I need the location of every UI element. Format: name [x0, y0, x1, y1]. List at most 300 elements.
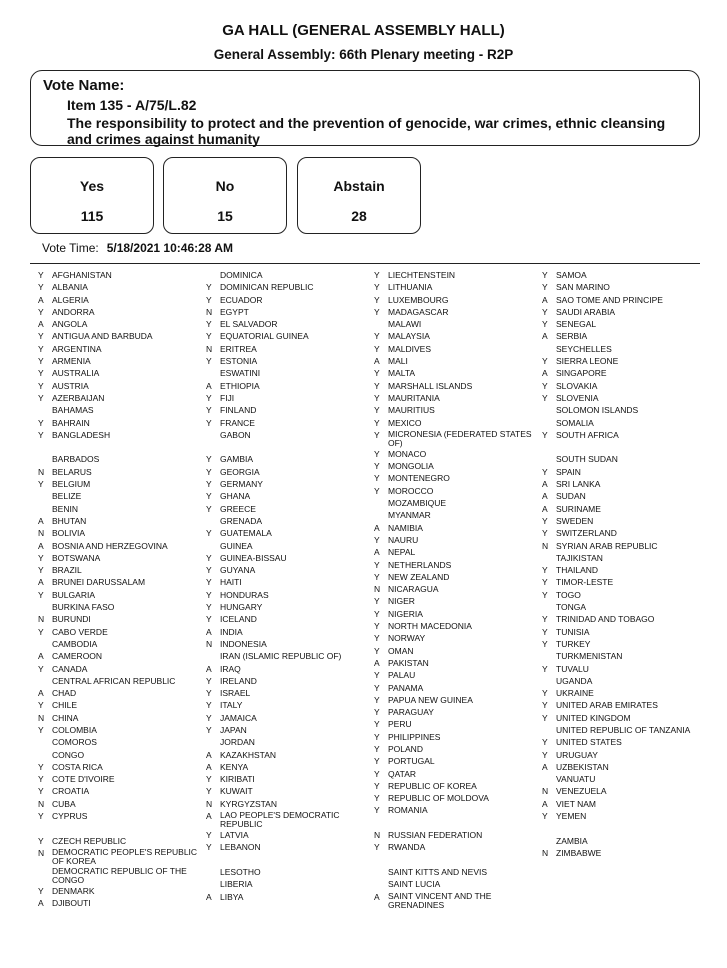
country-name: CUBA: [52, 798, 76, 809]
country-row: [374, 448, 544, 460]
country-name: AUSTRALIA: [52, 368, 100, 379]
country-row: [542, 466, 712, 478]
country-row: [38, 613, 208, 625]
country-row: [542, 355, 712, 367]
country-row: [206, 650, 376, 662]
country-row: [206, 429, 376, 441]
country-row: [206, 810, 376, 829]
country-name: CHILE: [52, 700, 78, 711]
country-row: [374, 306, 544, 318]
vote-code: Y: [38, 270, 44, 280]
country-row: [38, 785, 208, 797]
country-name: FRANCE: [220, 417, 255, 428]
vote-name-box: [30, 70, 700, 146]
country-row: [38, 552, 208, 564]
blank-row: [374, 854, 544, 866]
vote-item-number: Item 135 - A/75/L.82: [67, 97, 197, 113]
country-row: [206, 417, 376, 429]
country-row: [38, 885, 208, 897]
country-name: ECUADOR: [220, 294, 263, 305]
vote-code: Y: [206, 528, 212, 539]
country-row: [206, 749, 376, 761]
vote-code: Y: [206, 565, 212, 576]
country-name: TURKEY: [556, 638, 591, 649]
country-name: NEW ZEALAND: [388, 571, 450, 582]
country-name: SOUTH SUDAN: [556, 454, 618, 465]
country-row: [374, 878, 544, 890]
country-row: [374, 866, 544, 878]
country-row: [38, 675, 208, 687]
vote-code: Y: [206, 786, 212, 797]
country-row: [38, 294, 208, 306]
no-count: 15: [217, 208, 233, 224]
country-row: [38, 306, 208, 318]
country-name: SURINAME: [556, 503, 601, 514]
country-name: GEORGIA: [220, 466, 260, 477]
country-name: ESWATINI: [220, 368, 261, 379]
vote-code: Y: [374, 780, 380, 791]
country-name: KYRGYZSTAN: [220, 798, 277, 809]
vote-code: Y: [374, 331, 380, 342]
blank-row: [374, 817, 544, 829]
country-name: [52, 441, 208, 453]
country-row: [38, 626, 208, 638]
country-row: [206, 638, 376, 650]
country-row: [206, 281, 376, 293]
country-name: UNITED STATES: [556, 737, 622, 748]
country-row: [374, 718, 544, 730]
country-row: [374, 891, 544, 910]
country-name: CYPRUS: [52, 811, 88, 822]
country-name: UKRAINE: [556, 688, 594, 699]
country-row: [206, 675, 376, 687]
country-name: TOGO: [556, 589, 581, 600]
vote-code: Y: [374, 294, 380, 305]
country-name: EQUATORIAL GUINEA: [220, 331, 309, 342]
vote-code: Y: [206, 589, 212, 600]
country-row: [206, 392, 376, 404]
vote-code: N: [374, 584, 381, 595]
vote-code: A: [206, 749, 212, 760]
country-row: [542, 847, 712, 859]
country-name: DEMOCRATIC PEOPLE'S REPUBLIC OF KOREA: [52, 846, 198, 866]
country-name: ALGERIA: [52, 294, 89, 305]
vote-code: Y: [374, 645, 380, 656]
country-name: MYANMAR: [388, 510, 431, 521]
country-row: [542, 699, 712, 711]
country-row: [206, 564, 376, 576]
country-row: [206, 829, 376, 841]
country-name: PHILIPPINES: [388, 731, 441, 742]
country-name: MICRONESIA (FEDERATED STATES OF): [388, 428, 532, 448]
country-row: [38, 650, 208, 662]
country-row: [374, 632, 544, 644]
vote-code: Y: [542, 712, 548, 723]
vote-code: Y: [374, 793, 380, 804]
vote-code: Y: [542, 626, 548, 637]
country-name: MOROCCO: [388, 485, 434, 496]
country-name: PAKISTAN: [388, 657, 429, 668]
country-row: [206, 343, 376, 355]
country-name: BRUNEI DARUSSALAM: [52, 577, 146, 588]
country-row: [542, 306, 712, 318]
country-row: [206, 841, 376, 853]
country-row: [542, 281, 712, 293]
vote-time: [42, 241, 233, 255]
country-row: [542, 269, 712, 281]
country-name: BOSNIA AND HERZEGOVINA: [52, 540, 168, 551]
vote-code: Y: [374, 417, 380, 428]
country-row: [38, 380, 208, 392]
country-row: [38, 269, 208, 281]
country-row: [38, 847, 208, 866]
country-name: AFGHANISTAN: [52, 270, 112, 280]
country-row: [374, 583, 544, 595]
country-name: BELARUS: [52, 466, 92, 477]
country-name: QATAR: [388, 768, 417, 779]
country-row: [374, 743, 544, 755]
vote-code: Y: [38, 700, 44, 711]
country-row: [206, 330, 376, 342]
vote-code: Y: [374, 405, 380, 416]
country-row: [374, 330, 544, 342]
vote-code: Y: [206, 491, 212, 502]
country-row: [374, 343, 544, 355]
vote-code: A: [38, 651, 44, 662]
country-row: [542, 404, 712, 416]
country-name: SOLOMON ISLANDS: [556, 405, 639, 416]
country-row: [542, 687, 712, 699]
abstain-label: Abstain: [333, 178, 385, 194]
vote-code: A: [542, 798, 548, 809]
country-name: AZERBAIJAN: [52, 392, 105, 403]
vote-code: Y: [38, 368, 44, 379]
country-name: SAINT LUCIA: [388, 879, 441, 890]
country-row: [374, 780, 544, 792]
vote-code: Y: [206, 466, 212, 477]
country-row: [542, 675, 712, 687]
country-row: [206, 663, 376, 675]
vote-code: Y: [206, 614, 212, 625]
country-row: [38, 367, 208, 379]
country-name: SPAIN: [556, 466, 581, 477]
country-name: SLOVENIA: [556, 392, 599, 403]
country-name: ANTIGUA AND BARBUDA: [52, 331, 153, 342]
country-row: [374, 755, 544, 767]
vote-code: Y: [38, 885, 44, 896]
country-row: [374, 620, 544, 632]
country-name: TIMOR-LESTE: [556, 577, 614, 588]
country-row: [374, 682, 544, 694]
country-row: [542, 626, 712, 638]
country-name: LATVIA: [220, 830, 249, 841]
country-name: PERU: [388, 719, 412, 730]
country-name: EGYPT: [220, 306, 249, 317]
vote-code: Y: [542, 466, 548, 477]
country-name: SWITZERLAND: [556, 528, 617, 539]
vote-code: Y: [542, 306, 548, 317]
country-name: BELGIUM: [52, 479, 91, 490]
vote-code: Y: [206, 842, 212, 853]
country-row: [206, 306, 376, 318]
country-name: SYRIAN ARAB REPUBLIC: [556, 540, 658, 551]
vote-code: N: [206, 306, 213, 317]
vote-code: Y: [374, 306, 380, 317]
page-title: GA HALL (GENERAL ASSEMBLY HALL): [222, 22, 505, 39]
vote-code: N: [38, 712, 45, 723]
blank-row: [542, 822, 712, 834]
country-name: JAMAICA: [220, 712, 257, 723]
vote-code: A: [38, 319, 44, 330]
country-name: ALBANIA: [52, 282, 88, 293]
country-row: [374, 417, 544, 429]
country-name: MADAGASCAR: [388, 306, 449, 317]
vote-code: Y: [38, 479, 44, 490]
country-row: [38, 466, 208, 478]
country-name: NETHERLANDS: [388, 559, 452, 570]
vote-code: Y: [374, 682, 380, 693]
country-row: [374, 706, 544, 718]
vote-code: Y: [38, 626, 44, 637]
vote-time-label: Vote Time:: [42, 241, 99, 255]
country-row: [38, 736, 208, 748]
vote-code: A: [542, 503, 548, 514]
country-row: [542, 663, 712, 675]
country-name: SLOVAKIA: [556, 380, 598, 391]
country-name: COLOMBIA: [52, 724, 97, 735]
country-name: ESTONIA: [220, 356, 258, 367]
country-name: SIERRA LEONE: [556, 356, 619, 367]
vote-code: Y: [206, 479, 212, 490]
country-row: [206, 380, 376, 392]
vote-code: Y: [38, 331, 44, 342]
country-row: [374, 380, 544, 392]
vote-code: Y: [206, 552, 212, 563]
country-row: [542, 330, 712, 342]
country-row: [374, 355, 544, 367]
country-name: LIBYA: [220, 891, 244, 902]
country-row: [374, 485, 544, 497]
vote-code: Y: [206, 356, 212, 367]
country-row: [542, 724, 712, 736]
vote-code: Y: [38, 429, 44, 440]
country-name: UGANDA: [556, 675, 593, 686]
country-name: MALI: [388, 356, 408, 367]
vote-code: Y: [542, 429, 548, 440]
country-row: [374, 281, 544, 293]
vote-code: Y: [38, 282, 44, 293]
vote-code: Y: [542, 282, 548, 293]
vote-time-value: 5/18/2021 10:46:28 AM: [106, 241, 234, 255]
country-row: [38, 503, 208, 515]
country-row: [38, 515, 208, 527]
vote-code: A: [374, 657, 380, 668]
country-row: [38, 490, 208, 502]
country-row: [206, 866, 376, 878]
country-name: PORTUGAL: [388, 756, 435, 767]
country-row: [206, 613, 376, 625]
country-row: [38, 564, 208, 576]
country-row: [542, 749, 712, 761]
country-row: [542, 712, 712, 724]
vote-code: Y: [206, 675, 212, 686]
vote-code: Y: [206, 602, 212, 613]
country-row: [374, 559, 544, 571]
vote-code: Y: [542, 688, 548, 699]
vote-code: Y: [206, 454, 212, 465]
vote-code: Y: [542, 737, 548, 748]
vote-code: Y: [374, 429, 380, 440]
country-row: [206, 601, 376, 613]
country-name: VANUATU: [556, 774, 596, 785]
country-name: YEMEN: [556, 811, 587, 822]
country-name: AUSTRIA: [52, 380, 89, 391]
country-row: [542, 367, 712, 379]
country-name: UZBEKISTAN: [556, 761, 609, 772]
country-name: SAO TOME AND PRINCIPE: [556, 294, 663, 305]
vote-code: Y: [542, 528, 548, 539]
vote-code: Y: [542, 663, 548, 674]
country-row: [206, 785, 376, 797]
vote-code: A: [206, 626, 212, 637]
country-row: [206, 712, 376, 724]
vote-code: Y: [374, 842, 380, 853]
country-name: PANAMA: [388, 682, 424, 693]
country-name: MOZAMBIQUE: [388, 498, 447, 509]
country-name: TAJIKISTAN: [556, 552, 603, 563]
vote-code: A: [206, 380, 212, 391]
country-row: [38, 540, 208, 552]
country-name: CAMBODIA: [52, 638, 98, 649]
vote-code: Y: [374, 608, 380, 619]
vote-code: Y: [374, 731, 380, 742]
country-row: [38, 835, 208, 847]
abstain-count: 28: [351, 208, 367, 224]
country-name: SWEDEN: [556, 515, 594, 526]
country-row: [374, 731, 544, 743]
country-row: [374, 472, 544, 484]
country-name: KAZAKHSTAN: [220, 749, 277, 760]
country-row: [542, 417, 712, 429]
country-row: [206, 687, 376, 699]
country-name: ARMENIA: [52, 356, 91, 367]
country-row: [542, 589, 712, 601]
country-name: JORDAN: [220, 737, 255, 748]
vote-code: Y: [206, 319, 212, 330]
country-name: ICELAND: [220, 614, 257, 625]
country-name: ARGENTINA: [52, 343, 102, 354]
vote-code: Y: [206, 392, 212, 403]
country-name: UNITED REPUBLIC OF TANZANIA: [556, 724, 691, 735]
country-row: [542, 798, 712, 810]
no-label: No: [215, 178, 235, 194]
country-row: [542, 527, 712, 539]
vote-code: Y: [38, 565, 44, 576]
country-name: FINLAND: [220, 405, 257, 416]
country-row: [206, 367, 376, 379]
country-row: [542, 835, 712, 847]
vote-code: A: [542, 761, 548, 772]
vote-code: Y: [38, 552, 44, 563]
vote-code: A: [542, 479, 548, 490]
country-row: [206, 503, 376, 515]
vote-code: N: [206, 798, 213, 809]
vote-code: Y: [38, 343, 44, 354]
vote-code: Y: [38, 589, 44, 600]
country-name: IRAQ: [220, 663, 241, 674]
country-row: [374, 522, 544, 534]
country-row: [542, 810, 712, 822]
country-row: [374, 460, 544, 472]
country-name: [556, 441, 712, 453]
country-row: [542, 785, 712, 797]
country-row: [542, 761, 712, 773]
country-name: ETHIOPIA: [220, 380, 260, 391]
country-row: [38, 761, 208, 773]
country-name: COTE D'IVOIRE: [52, 774, 115, 785]
country-column-1: [38, 269, 208, 910]
country-name: DJIBOUTI: [52, 898, 91, 909]
country-row: [542, 343, 712, 355]
vote-code: Y: [206, 700, 212, 711]
country-row: [374, 608, 544, 620]
country-row: [542, 540, 712, 552]
vote-code: A: [38, 540, 44, 551]
country-row: [542, 503, 712, 515]
country-name: SOMALIA: [556, 417, 594, 428]
vote-code: N: [206, 638, 213, 649]
country-name: TUVALU: [556, 663, 589, 674]
country-row: [206, 515, 376, 527]
country-name: URUGUAY: [556, 749, 598, 760]
country-name: IRAN (ISLAMIC REPUBLIC OF): [220, 651, 342, 662]
country-name: THAILAND: [556, 565, 599, 576]
country-name: TONGA: [556, 602, 587, 613]
vote-code: Y: [206, 688, 212, 699]
country-name: IRELAND: [220, 675, 257, 686]
vote-code: Y: [206, 774, 212, 785]
vote-code: Y: [38, 774, 44, 785]
country-column-2: [206, 269, 376, 903]
country-name: GRENADA: [220, 515, 263, 526]
country-row: [206, 540, 376, 552]
country-name: NIGER: [388, 596, 415, 607]
vote-code: Y: [206, 830, 212, 841]
country-row: [542, 736, 712, 748]
country-name: SEYCHELLES: [556, 343, 612, 354]
country-name: BENIN: [52, 503, 78, 514]
country-name: NEPAL: [388, 547, 416, 558]
country-row: [542, 613, 712, 625]
country-name: TURKMENISTAN: [556, 651, 623, 662]
vote-code: N: [38, 466, 45, 477]
country-row: [38, 392, 208, 404]
country-name: VIET NAM: [556, 798, 596, 809]
country-name: SOUTH AFRICA: [556, 429, 619, 440]
country-row: [374, 367, 544, 379]
vote-code: Y: [542, 319, 548, 330]
meeting-subtitle: General Assembly: 66th Plenary meeting - R2P: [213, 47, 514, 62]
country-name: CHAD: [52, 688, 77, 699]
vote-code: Y: [374, 756, 380, 767]
country-name: INDIA: [220, 626, 243, 637]
vote-code: A: [206, 761, 212, 772]
vote-code: Y: [374, 392, 380, 403]
country-row: [206, 478, 376, 490]
vote-code: Y: [374, 380, 380, 391]
country-name: LITHUANIA: [388, 282, 433, 293]
country-row: [374, 657, 544, 669]
